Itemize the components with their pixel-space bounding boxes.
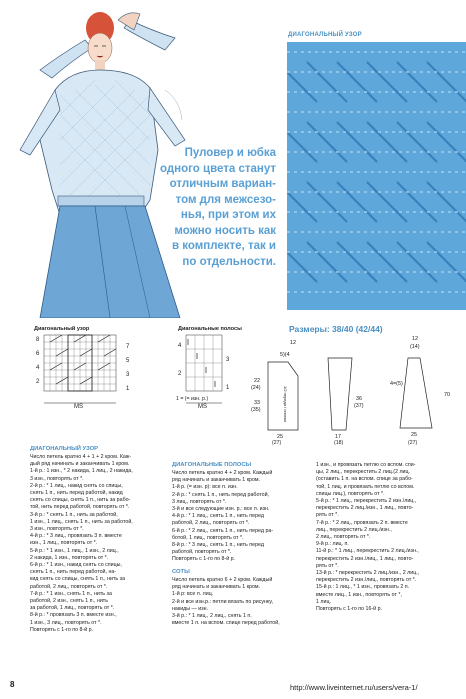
schema-skirt	[378, 330, 463, 444]
intro-blurb	[148, 146, 276, 270]
text-line: 7-й р.: * 1 изн., снять 1 п., нить за	[30, 590, 112, 597]
blurb-line: по отдельности.	[182, 255, 276, 268]
chart1-row-label: 7	[126, 344, 130, 350]
text-line: снять 1 п., нить перед работой, на-	[30, 569, 117, 576]
knit-sample-photo	[287, 42, 466, 310]
chart2-ms-label: MS	[198, 404, 207, 410]
text-line: 1-й р. (= изн. р): все п. изн.	[172, 484, 238, 491]
chart1-row-label: 6	[36, 351, 40, 357]
col2-text2	[172, 577, 312, 627]
schema2-bottom: 17	[335, 434, 341, 440]
blurb-line: в комплекте, так и	[172, 240, 276, 252]
text-line: 6-й р.: * 1 изн., накид снять со спицы,	[30, 562, 122, 569]
schema3-right: 70	[444, 392, 450, 398]
chart1-ms-label: MS	[74, 404, 83, 410]
schema-front-back	[250, 334, 320, 444]
text-line: 2 лиц., повторять от *.	[316, 534, 371, 541]
text-line: работой, повторять от *.	[172, 549, 232, 556]
schema1-left: 33	[254, 400, 260, 406]
blurb-line: нья, при этом их	[180, 209, 276, 221]
text-line: вместе лиц., 1 изн., повторять от *,	[316, 591, 402, 598]
col2-heading2: СОТЫ	[172, 569, 190, 575]
chart2-row-label: 3	[226, 357, 230, 363]
text-line: Повторять с 1-го по 8-й р.	[30, 626, 94, 633]
text-line: Повторять с 1-го по 16-й р.	[316, 606, 383, 613]
schema3-mid: 4=(5)	[390, 381, 403, 387]
schema1-side-label: 1/2 переда / спинки	[283, 386, 288, 422]
chart2-legend: 1 = (= изн. р.)	[176, 396, 209, 402]
chart1-row-label: 2	[36, 379, 40, 385]
text-line: рять от *.	[316, 512, 339, 519]
text-line: дый ряд начинать и заканчивать 1 кром.	[30, 461, 130, 468]
schema1-left: (24)	[251, 385, 261, 391]
text-line: изн., 1 лиц., повторять от *.	[30, 540, 98, 547]
text-line: спицы лиц.), повторять от *.	[316, 490, 385, 497]
text-line: Число петель кратно 4 + 2 кром. Каждый	[172, 470, 273, 476]
text-line: ряд начинать и заканчивать 1 кром.	[172, 477, 261, 484]
col2-heading: ДИАГОНАЛЬНЫЕ ПОЛОСЫ	[172, 462, 252, 468]
text-line: 1-й р.: 1 изн., * 2 накида, 1 лиц., 2 накида,	[30, 468, 133, 475]
text-line: 13-й р.: * перекрестить 2 лиц./изн., 2 лиц.,	[316, 570, 420, 577]
text-line: 3 изн., повторять от *.	[30, 475, 84, 482]
text-line: работой, 2 изн., снять 1 п., нить	[30, 598, 108, 605]
text-line: 3-й р.: * снять 1 п., нить за работой,	[30, 511, 118, 518]
text-line: Повторять с 1-го по 8-й р.	[172, 556, 236, 563]
chart2-title: Диагональные полосы	[178, 326, 242, 332]
chart1-row-label: 1	[126, 386, 130, 392]
text-line: цы, 2 лиц., перекрестить 2 лиц.(2 лиц.	[316, 469, 411, 476]
text-line: 4-й р.: * 3 лиц., провязать 3 п. вместе	[30, 533, 122, 540]
schema-sleeve	[322, 350, 372, 444]
page-number: 8	[10, 680, 15, 689]
chart1-row-label: 4	[36, 365, 40, 371]
text-line: 1-й р: все п. лиц.	[172, 591, 214, 598]
chart2-row-label: 1	[226, 385, 230, 391]
text-line: вместе 1 п. на вспом. спице перед работой,	[172, 620, 280, 627]
text-line: 2-й и все изн.р.: петли вязать по рисунку,	[172, 598, 273, 605]
text-line: ботой, 1 лиц., повторять от *.	[172, 534, 244, 541]
text-line: ряд начинать и заканчивать 1 кром.	[172, 584, 261, 591]
text-line: работой, 2 лиц., повторять от *.	[172, 520, 250, 527]
blurb-line: отличным вариан-	[169, 178, 276, 190]
text-line: кид снять со спицы, снять 1 п., нить за	[30, 576, 126, 583]
chart1-row-label: 3	[126, 372, 130, 378]
text-line: 4-й р.: * 1 лиц., снять 1 п., нить перед	[172, 513, 264, 520]
schema1-bottom: 25	[277, 434, 283, 440]
text-line: 8-й р.: * 3 лиц., снять 1 п., нить перед	[172, 542, 264, 549]
schema3-bottom: 25	[411, 432, 417, 438]
text-line: работой, 2 лиц., повторять от *.	[30, 583, 108, 590]
schema2-bottom-2: (18)	[334, 440, 344, 446]
pattern-title: ДИАГОНАЛЬНЫЙ УЗОР	[288, 32, 362, 38]
text-line: 1 изн., 3 лиц., повторять от *.	[30, 619, 102, 626]
text-line: снять со спицы, снять 1 п., нить за рабо-	[30, 497, 131, 504]
schema2-right: (37)	[354, 403, 364, 409]
chart2-row-label: 2	[178, 371, 182, 377]
text-line: той, нить перед работой, повторять от *.	[30, 504, 130, 511]
blurb-line: одного цвета станут	[160, 162, 276, 175]
text-line: 5-й р.: * 1 изн., 1 лиц., 1 изн., 2 лиц.,	[30, 547, 119, 554]
col3-text	[316, 462, 464, 613]
text-line: 2 накида, 1 изн., повторять от *.	[30, 554, 109, 561]
source-url[interactable]: http://www.liveinternet.ru/users/vera-1/	[290, 683, 418, 692]
schema1-top: 12	[290, 340, 296, 346]
text-line: перекрестить 2 изн./лиц., повторять от *.	[316, 577, 417, 584]
text-line: 3 изн., повторять от *.	[30, 526, 84, 533]
text-line: Число петель кратно 6 + 2 кром. Каждый	[172, 577, 273, 583]
schema3-top: 12	[412, 336, 418, 342]
text-line: 2-й р.: * снять 1 п., нить перед работой,	[172, 491, 270, 498]
text-line: снять 1 п., нить перед работой, накид	[30, 490, 123, 497]
text-line: перекрестить 2 лиц./изн., 1 лиц., повто-	[316, 505, 414, 512]
text-line: 2-й р.: * 1 лиц., накид снять со спицы,	[30, 482, 123, 489]
sizes-heading: Размеры: 38/40 (42/44)	[289, 324, 383, 334]
text-line: рять от *.	[316, 562, 339, 569]
chart1-grid	[30, 333, 140, 413]
blurb-line: том для межсезо-	[175, 193, 276, 206]
schema3-bottom-2: (27)	[408, 440, 418, 446]
blurb-line: можно носить как	[174, 224, 276, 237]
text-line: за работой, 1 лиц., повторять от *.	[30, 605, 115, 612]
text-line: 3-й р.: * 1 лиц., 2 лиц., снять 1 п.	[172, 613, 252, 620]
text-line: той, 1 лиц. и провязать петлю со вспом.	[316, 483, 415, 490]
text-line: 3-й и все следующие изн. р.: все п. изн.	[172, 506, 270, 513]
schema3-top: (14)	[410, 344, 420, 350]
text-line: лиц., перекрестить 2 лиц./изн.,	[316, 526, 392, 533]
col1-text	[30, 454, 170, 634]
text-line: 3 лиц., повторять от *.	[172, 498, 227, 505]
text-line: 5-й р.: * 1 лиц., перекрестить 2 изн./лиц.,	[316, 498, 417, 505]
text-line: 1 изн., 1 лиц., снять 1 п., нить за работой,	[30, 518, 133, 525]
text-line: 15-й р.: 1 лиц., * 1 изн., провязать 2 п.	[316, 584, 410, 591]
chart1-row-label: 8	[36, 337, 40, 343]
schema1-bottom-2: (27)	[272, 440, 282, 446]
text-line: 7-й р.: * 2 лиц., провязать 2 п. вместе	[316, 519, 408, 526]
text-line: Число петель кратно 4 + 1 + 2 кром. Каж-	[30, 454, 132, 460]
text-line: 1 изн., и провязать петлю со вспом. спи-	[316, 462, 416, 468]
col2-text	[172, 470, 312, 564]
chart2-row-label: 4	[178, 343, 182, 349]
text-line: перекрестить 2 изн./лиц., 1 лиц., повто-	[316, 555, 414, 562]
schema2-right: 36	[356, 396, 362, 402]
col1-heading: ДИАГОНАЛЬНЫЙ УЗОР	[30, 446, 99, 452]
text-line: (оставить 1 п. на вспом. спице за рабо-	[316, 476, 413, 483]
schema1-left: (35)	[251, 407, 261, 413]
text-line: 11-й р.: * 1 лиц., перекрестить 2 лиц./изн.,	[316, 548, 419, 555]
chart1-row-label: 5	[126, 358, 130, 364]
blurb-line: Пуловер и юбка	[184, 147, 276, 159]
schema1-top: 5)(4	[280, 352, 290, 358]
schema1-left: 22	[254, 378, 260, 384]
text-line: 9-й р.: лиц. п.	[316, 541, 349, 548]
chart1-title: Диагональный узор	[34, 326, 90, 332]
text-line: 6-й р.: * 2 лиц., снять 1 п., нить перед ра-	[172, 527, 274, 534]
text-line: 8-й р.: * провязать 3 п. вместе изн.,	[30, 612, 117, 619]
text-line: накиды — изн.	[172, 605, 209, 612]
text-line: 1 лиц.	[316, 598, 331, 605]
